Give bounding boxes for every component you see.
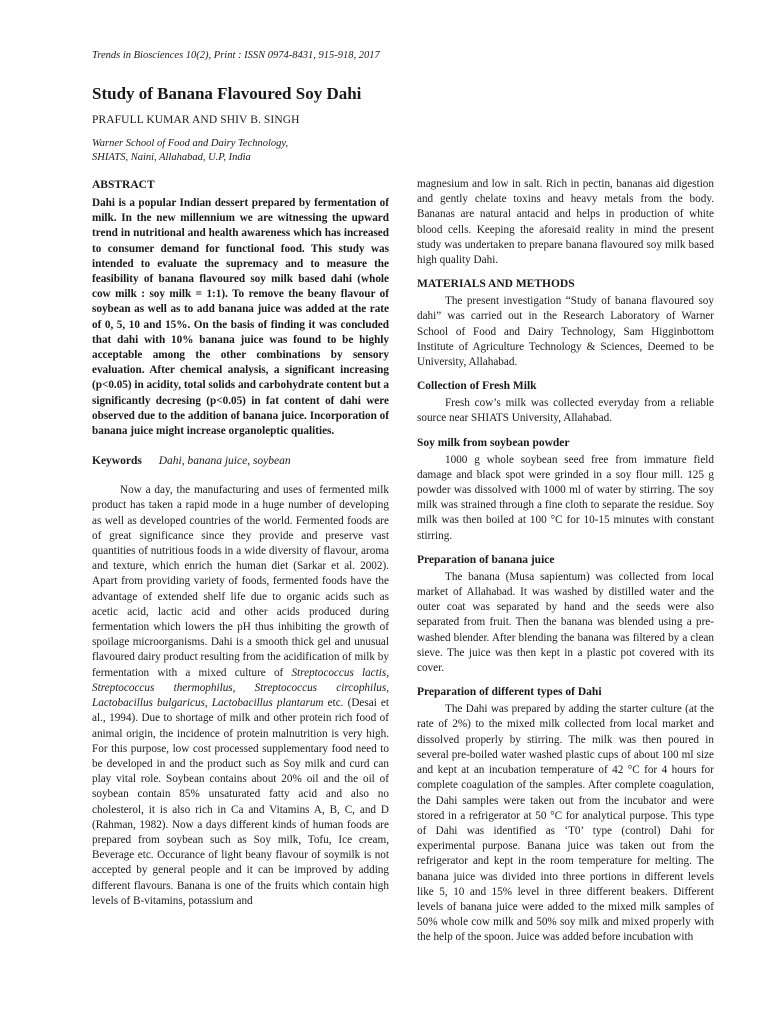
collection-heading: Collection of Fresh Milk (417, 380, 537, 393)
keywords-value: Dahi, banana juice, soybean (158, 455, 291, 468)
banana-juice-heading: Preparation of banana juice (417, 553, 555, 566)
intro-continuation: magnesium and low in salt. Rich in pectin, bananas aid digestion and gently chelate toxins and heavy metals from the body. Bananas are natural antacid and helps in production of white blood cells. Keeping the aforesaid reality in mind the present study was undertaken to prepare banana flavoured soy milk based high quality Dahi. (417, 178, 714, 267)
affiliation-line: Warner School of Food and Dairy Technology, (92, 138, 289, 149)
collection-text: Fresh cow’s milk was collected everyday from a reliable source near SHIATS University, Allahabad. (417, 397, 714, 425)
soymilk-heading: Soy milk from soybean powder (417, 436, 570, 449)
affiliation (92, 137, 288, 165)
intro-paragraph (92, 483, 389, 909)
intro-text: Now a day, the manufacturing and uses of fermented milk product has taken a rapid mode in a huge number of developing as well as developed countries of the world. Fermented foods are of great significance since they provide and preserve vast quantities of nutritious foods in a wide diversity of flavour, aroma and texture, which enrich the human diet (Sarkar et al. 2002). Apart from providing variety of foods, fermented foods have the advantage of extended shelf life due to organic acids such as acetic acid, lactic acid and other acids produced during fermentation which lowers the pH thus inhibiting the growth of spoilage microorganisms. Dahi is a smooth thick gel and unusual flavoured dairy product resulting from the acidification of milk by fermentation with a mixed culture of (92, 484, 389, 679)
methods-heading: MATERIALS AND METHODS (417, 278, 575, 291)
abstract-heading: ABSTRACT (92, 179, 155, 191)
species-names: Streptococcus lactis, Streptococcus thermophilus, Streptococcus circophilus, Lactobacillus bulgaricus, Lactobacillus plantarum (92, 666, 390, 710)
dahi-types-heading: Preparation of different types of Dahi (417, 686, 602, 699)
keywords (92, 453, 389, 469)
intro-text-cont: etc. (Desai et al., 1994). Due to shortage of milk and other protein rich food of animal origin, the incidence of protein malnutrition is very high. For this purpose, low cost processed supplementary food need to be developed in and the product such as Soy milk and curd can play vital role. Soybean contains about 20% oil and the oil of soybean contain 85% unsaturated fatty acid and also no cholesterol, it is also rich in Ca and Vitamins A, B, C, and D (Rahman, 1982). Now a days different kinds of human foods are prepared from soybean such as Soy milk, Tofu, Ice cream, Beverage etc. Occurance of light beany flavour of soymilk is not accepted by general people and it can be improved by adding different flavours. Banana is one of the fruits which contain high levels of B-vitamins, potassium and (92, 697, 390, 907)
abstract-text: Dahi is a popular Indian dessert prepared by fermentation of milk. In the new millennium we are witnessing the upward trend in nutritional and health awareness which has increased to consumer demand for functional food. This study was intended to evaluate the supremacy and to measure the feasibility of banana flavoured soy milk based dahi (whole cow milk : soy milk = 1:1). To remove the beany flavour of soybean as well as to add banana juice was added at the rate of 0, 5, 10 and 15%. On the basis of finding it was concluded that dahi with 10% banana juice was found to be highly acceptable among the other combinations by sensory evaluation. After chemical analysis, a significant increasing (p<0.05) in acidity, total solids and carbohydrate content but a significantly decresing (p<0.05) in fat content of dahi were observed due to the addition of banana juice. Incorporation of banana juice might increase organoleptic qualities. (92, 197, 389, 438)
dahi-types-text: The Dahi was prepared by adding the starter culture (at the rate of 2%) to the mixed milk collected from local market and dissolved properly by stirring. The milk was then poured in several pre-boiled water washed plastic cups of about 100 ml size and kept at an incubation temperature of 42 °C for 4 hours for complete coagulation of the samples. After complete coagulation, the Dahi samples were taken out from the incubator and were stored in a refrigerator at 50 °C for analytical purpose. This type of Dahi was identified as ‘T0’ type (control) Dahi for experimental purpose. Banana juice was taken out from the refrigerator and kept in the room temperature for melting. The banana juice was divided into three portions in different levels like 5, 10 and 15% level in three different beakers. Different levels of banana juice were added to the mixed milk samples of 50% whole cow milk and 50% soy milk and mixed properly with the help of the spoon. Juice was added before incubation with (417, 703, 714, 944)
authors: PRAFULL KUMAR AND SHIV B. SINGH (92, 114, 300, 126)
right-column (417, 177, 714, 946)
journal-citation: Trends in Biosciences 10(2), Print : ISSN 0974-8431, 915-918, 2017 (92, 50, 380, 61)
left-column (92, 177, 389, 909)
methods-text: The present investigation “Study of banana flavoured soy dahi” was carried out in the Research Laboratory of Warner School of Food and Dairy Technology, Sam Higginbottom Institute of Agriculture Technology & Sciences, Deemed to be University, Allahabad. (417, 295, 714, 369)
banana-juice-text: The banana (Musa sapientum) was collected from local market of Allahabad. It was washed by distilled water and the outer coat was separated by hand and the seeds were also separated from fruit. Then the banana was blended using a pre-washed blender. After blending the banana was filtered by a clean sieve. The juice was then kept in a plastic pot covered with its cover. (417, 570, 714, 675)
paper-title: Study of Banana Flavoured Soy Dahi (92, 84, 362, 103)
affiliation-line: SHIATS, Naini, Allahabad, U.P, India (92, 152, 251, 163)
soymilk-text: 1000 g whole soybean seed free from immature field damage and black spot were grinded in a soy flour mill. 125 g powder was dissolved with 1000 ml of water by stirring. The soy milk was strained through a fine cloth to separate the residue. Soy milk was then boiled at 100 °C for 10-15 minutes with constant stirring. (417, 453, 714, 542)
keywords-label: Keywords (92, 455, 142, 468)
